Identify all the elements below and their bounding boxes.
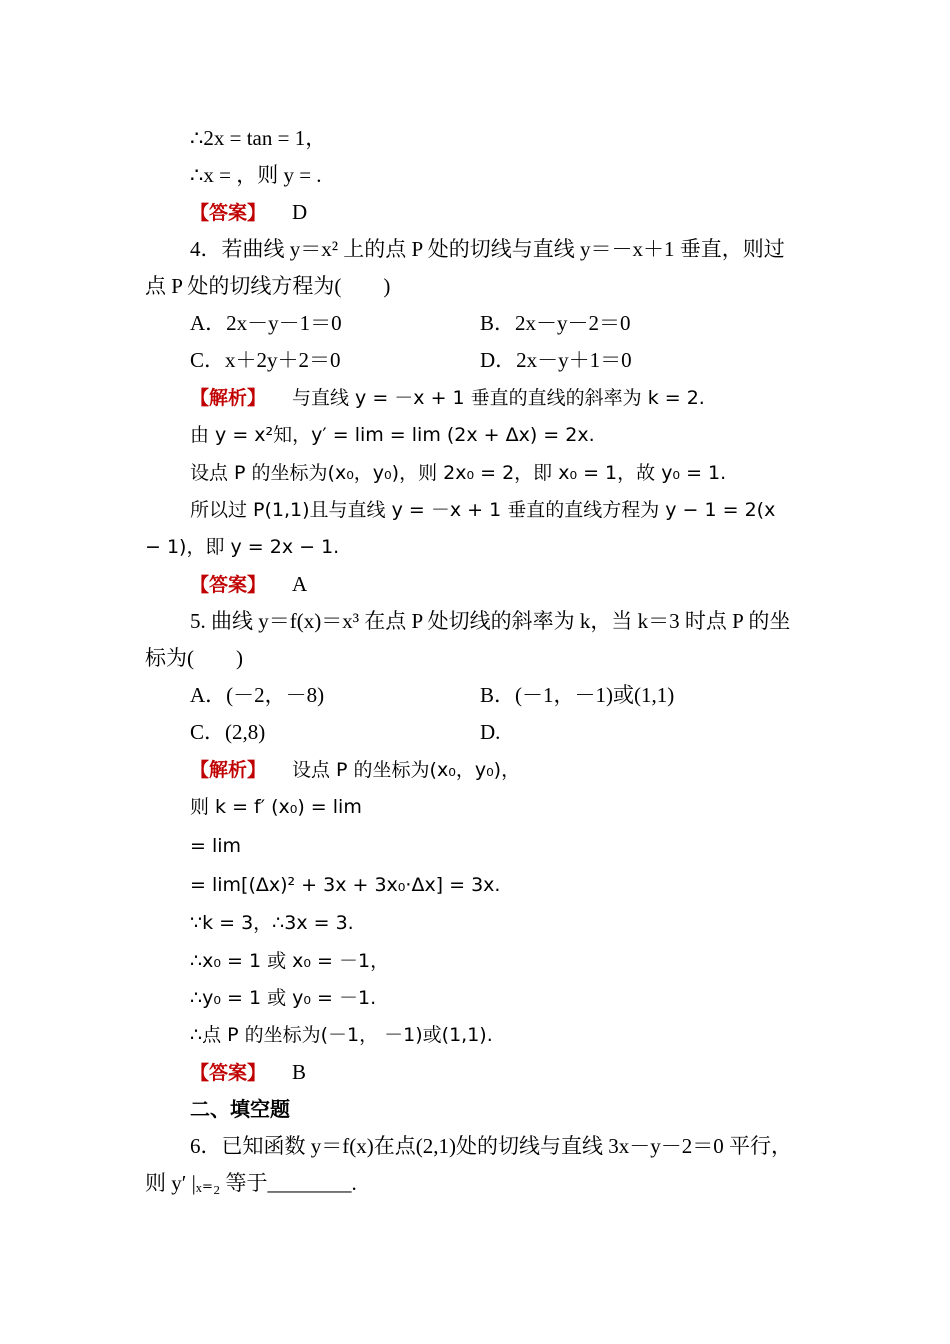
analysis-text: 设点 P 的坐标为(x₀，y₀)，	[292, 759, 521, 781]
analysis-tag: 【解析】	[190, 387, 267, 409]
option-d: D．2x－y＋1＝0	[480, 348, 632, 372]
analysis-line	[190, 382, 705, 412]
text-line: ∴x₀ = 1 或 x₀ = －1，	[190, 950, 390, 972]
question-5-line-2: 标为( )	[145, 646, 243, 670]
text-line: ∴2x = tan = 1，	[190, 126, 327, 150]
answer-line	[190, 1057, 306, 1087]
analysis-line	[190, 754, 520, 784]
answer-line	[190, 197, 307, 227]
option-a: A．(－2，－8)	[190, 683, 325, 707]
answer-line	[190, 569, 307, 599]
analysis-tag: 【解析】	[190, 759, 267, 781]
option-c: C．(2,8)	[190, 720, 266, 744]
answer-value: D	[292, 200, 308, 224]
question-4-line-2: 点 P 处的切线方程为( )	[145, 274, 391, 298]
text-line: ∴x = ，则 y = .	[190, 163, 322, 187]
option-b: B．(－1，－1)或(1,1)	[480, 683, 675, 707]
option-b: B．2x－y－2＝0	[480, 311, 631, 335]
answer-value: A	[292, 572, 308, 596]
answer-tag: 【答案】	[190, 574, 267, 596]
text-line: ∵k = 3，∴3x = 3.	[190, 912, 354, 934]
text-line: − 1)，即 y = 2x − 1.	[145, 536, 340, 558]
question-5-line-1: 5. 曲线 y＝f(x)＝x³ 在点 P 处切线的斜率为 k，当 k＝3 时点 P 的坐	[190, 609, 791, 633]
section-heading: 二、填空题	[190, 1097, 290, 1121]
question-4-line-1: 4．若曲线 y＝x² 上的点 P 处的切线与直线 y＝－x＋1 垂直，则过	[190, 237, 785, 261]
option-a: A．2x－y－1＝0	[190, 311, 342, 335]
text-line: = lim[(Δx)² + 3x + 3x₀·Δx] = 3x.	[190, 874, 501, 896]
text-line: 设点 P 的坐标为(x₀，y₀)，则 2x₀ = 2，即 x₀ = 1，故 y₀ = 1.	[190, 462, 727, 484]
analysis-text: 与直线 y = －x + 1 垂直的直线的斜率为 k = 2.	[292, 387, 705, 409]
question-6-line-2: 则 y′ |ₓ₌₂ 等于________.	[145, 1171, 357, 1195]
option-d: D.	[480, 720, 501, 744]
text-line: 由 y = x²知，y′ = lim = lim (2x + Δx) = 2x.	[190, 424, 595, 446]
text-line: 所以过 P(1,1)且与直线 y = －x + 1 垂直的直线方程为 y − 1 = 2(x	[190, 499, 776, 521]
option-c: C．x＋2y＋2＝0	[190, 348, 341, 372]
text-line: ∴点 P 的坐标为(－1， －1)或(1,1).	[190, 1024, 493, 1046]
text-line: ∴y₀ = 1 或 y₀ = －1.	[190, 987, 377, 1009]
answer-value: B	[292, 1060, 307, 1084]
text-line: 则 k = f′ (x₀) = lim	[190, 796, 362, 818]
question-6-line-1: 6．已知函数 y＝f(x)在点(2,1)处的切线与直线 3x－y－2＝0 平行，	[190, 1134, 792, 1158]
text-line: = lim	[190, 835, 242, 857]
answer-tag: 【答案】	[190, 202, 267, 224]
answer-tag: 【答案】	[190, 1062, 267, 1084]
